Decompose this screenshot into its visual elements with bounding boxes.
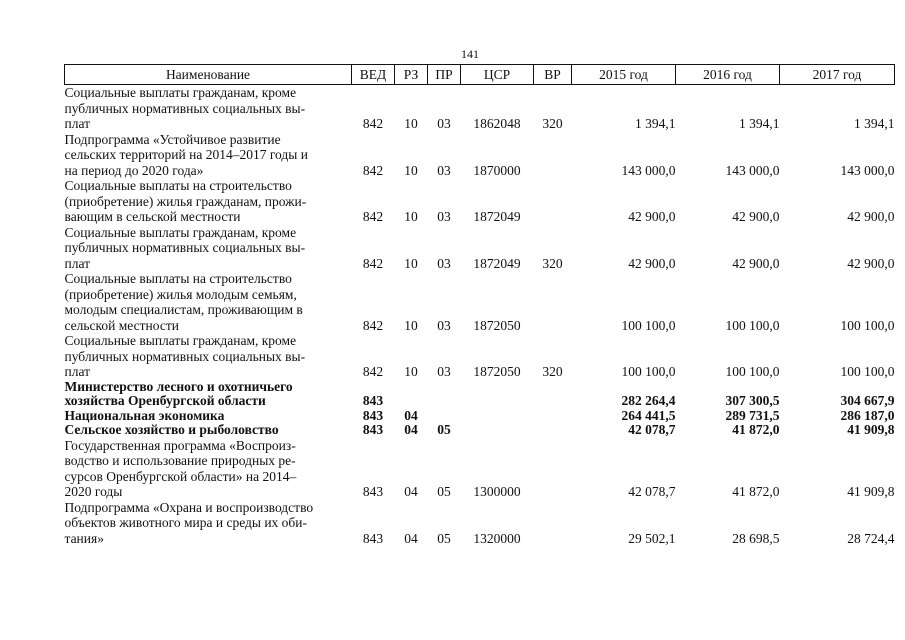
table-row xyxy=(65,438,895,500)
vr-cell xyxy=(534,500,572,547)
amount-2017: 41 909,8 xyxy=(847,422,895,437)
row-name xyxy=(65,132,352,179)
amount-2017: 100 100,0 xyxy=(840,364,895,379)
ved-cell: 842 xyxy=(362,317,384,333)
ved-cell: 843 xyxy=(362,393,384,408)
table-row xyxy=(65,423,895,438)
budget-table xyxy=(64,64,895,546)
table-body xyxy=(65,85,895,547)
rz-cell: 10 xyxy=(404,162,418,178)
amount-2015: 29 502,1 xyxy=(628,530,676,546)
amount-2017: 1 394,1 xyxy=(854,116,895,131)
amount-2016: 100 100,0 xyxy=(725,317,780,333)
csr-cell: 1870000 xyxy=(473,162,521,178)
ved-cell: 843 xyxy=(362,484,384,499)
amount-2015: 42 078,7 xyxy=(628,484,676,499)
ved-cell: 842 xyxy=(362,255,384,271)
row-name xyxy=(65,423,352,438)
row-name-line: плат xyxy=(64,255,91,271)
row-name-line: публичных нормативных социальных вы- xyxy=(64,100,306,116)
vr-cell xyxy=(534,271,572,333)
table-row xyxy=(65,380,895,409)
col-header-name: Наименование xyxy=(65,65,352,85)
table-row xyxy=(65,132,895,179)
row-name-line: сельских территорий на 2014–2017 годы и xyxy=(64,147,308,162)
row-name-line: объектов животного мира и среды их оби- xyxy=(64,515,308,530)
pr-cell xyxy=(428,409,461,424)
row-name xyxy=(65,85,352,132)
amount-2016: 28 698,5 xyxy=(732,530,780,546)
amount-2016: 41 872,0 xyxy=(732,484,780,499)
amount-2015: 42 900,0 xyxy=(628,255,676,271)
amount-2015: 100 100,0 xyxy=(621,317,676,333)
row-name-line: Подпрограмма «Охрана и воспроизводство xyxy=(64,499,314,515)
row-name-line: Социальные выплаты гражданам, кроме xyxy=(64,333,297,348)
row-name-line: (приобретение) жилья гражданам, прожи- xyxy=(64,193,307,209)
pr-cell: 03 xyxy=(437,317,451,333)
row-name-line: Сельское хозяйство и рыболовство xyxy=(64,422,279,437)
rz-cell: 04 xyxy=(404,484,418,499)
ved-cell: 843 xyxy=(362,530,384,546)
pr-cell xyxy=(428,380,461,409)
row-name-line: хозяйства Оренбургской области xyxy=(64,393,266,408)
row-name xyxy=(65,380,352,409)
row-name-line: Социальные выплаты на строительство xyxy=(64,271,292,286)
amount-2017: 41 909,8 xyxy=(847,484,895,499)
amount-2016: 307 300,5 xyxy=(725,393,780,408)
row-name-line: плат xyxy=(64,116,91,131)
rz-cell: 10 xyxy=(404,116,418,131)
row-name-line: Министерство лесного и охотничьего xyxy=(64,378,293,394)
col-header-rz: РЗ xyxy=(395,65,428,85)
amount-2017: 42 900,0 xyxy=(847,209,895,224)
ved-cell: 842 xyxy=(362,209,384,224)
table-row xyxy=(65,225,895,272)
col-header-csr: ЦСР xyxy=(461,65,534,85)
rz-cell: 10 xyxy=(404,317,418,333)
vr-cell xyxy=(534,380,572,409)
csr-cell: 1320000 xyxy=(473,530,521,546)
csr-cell: 1862048 xyxy=(473,116,521,131)
row-name-line: водство и использование природных ре- xyxy=(64,453,296,468)
pr-cell: 05 xyxy=(437,422,451,437)
csr-cell xyxy=(461,409,534,424)
table-row xyxy=(65,271,895,333)
csr-cell: 1300000 xyxy=(473,484,521,499)
row-name-line: Государственная программа «Воспроиз- xyxy=(64,437,296,453)
col-header-ved: ВЕД xyxy=(352,65,395,85)
row-name-line: вающим в сельской местности xyxy=(64,209,241,224)
row-name-line: Социальные выплаты на строительство xyxy=(64,178,292,193)
amount-2015: 100 100,0 xyxy=(621,364,676,379)
vr-cell: 320 xyxy=(542,116,563,131)
csr-cell: 1872049 xyxy=(473,255,521,271)
rz-cell: 10 xyxy=(404,209,418,224)
amount-2015: 42 900,0 xyxy=(628,209,676,224)
row-name-line: Социальные выплаты гражданам, кроме xyxy=(64,85,297,100)
amount-2016: 1 394,1 xyxy=(739,116,780,131)
pr-cell: 03 xyxy=(437,255,451,271)
row-name-line: (приобретение) жилья молодым семьям, xyxy=(64,286,297,302)
amount-2017: 42 900,0 xyxy=(847,255,895,271)
row-name xyxy=(65,333,352,380)
col-header-vr: ВР xyxy=(534,65,572,85)
amount-2016: 42 900,0 xyxy=(732,209,780,224)
row-name-line: молодым специалистам, проживающим в xyxy=(64,302,303,317)
vr-cell: 320 xyxy=(542,255,563,271)
csr-cell: 1872049 xyxy=(473,209,521,224)
row-name xyxy=(65,225,352,272)
csr-cell xyxy=(461,423,534,438)
rz-cell: 04 xyxy=(404,422,418,437)
pr-cell: 03 xyxy=(437,162,451,178)
table-row xyxy=(65,178,895,225)
table-header-row xyxy=(65,65,895,85)
pr-cell: 03 xyxy=(437,364,451,379)
csr-cell xyxy=(461,380,534,409)
col-header-2017: 2017 год xyxy=(780,65,895,85)
vr-cell xyxy=(534,438,572,500)
csr-cell: 1872050 xyxy=(473,364,521,379)
col-header-2016: 2016 год xyxy=(676,65,780,85)
rz-cell: 10 xyxy=(404,364,418,379)
row-name xyxy=(65,409,352,424)
amount-2016: 41 872,0 xyxy=(732,422,780,437)
vr-cell xyxy=(534,132,572,179)
vr-cell xyxy=(534,423,572,438)
row-name xyxy=(65,438,352,500)
amount-2016: 42 900,0 xyxy=(732,255,780,271)
row-name-line: публичных нормативных социальных вы- xyxy=(64,240,306,255)
table-row xyxy=(65,85,895,132)
table-row xyxy=(65,500,895,547)
col-header-pr: ПР xyxy=(428,65,461,85)
ved-cell: 842 xyxy=(362,364,384,379)
row-name-line: Подпрограмма «Устойчивое развитие xyxy=(64,131,281,147)
amount-2015: 1 394,1 xyxy=(635,116,676,131)
table-row xyxy=(65,409,895,424)
rz-cell: 04 xyxy=(404,407,418,423)
amount-2015: 42 078,7 xyxy=(628,422,676,437)
csr-cell: 1872050 xyxy=(473,317,521,333)
amount-2017: 286 187,0 xyxy=(840,407,895,423)
amount-2016: 143 000,0 xyxy=(725,162,780,178)
ved-cell: 843 xyxy=(362,407,384,423)
row-name xyxy=(65,500,352,547)
amount-2015: 143 000,0 xyxy=(621,162,676,178)
amount-2017: 304 667,9 xyxy=(840,393,895,408)
amount-2017: 143 000,0 xyxy=(840,162,895,178)
vr-cell xyxy=(534,409,572,424)
row-name xyxy=(65,178,352,225)
rz-cell: 10 xyxy=(404,255,418,271)
amount-2017: 28 724,4 xyxy=(847,530,895,546)
page-number: 141 xyxy=(461,47,479,61)
row-name-line: публичных нормативных социальных вы- xyxy=(64,348,306,364)
amount-2016: 289 731,5 xyxy=(725,407,780,423)
amount-2015: 282 264,4 xyxy=(621,393,676,408)
row-name-line: тания» xyxy=(64,530,104,546)
pr-cell: 05 xyxy=(437,484,451,499)
pr-cell: 05 xyxy=(437,530,451,546)
rz-cell xyxy=(395,380,428,409)
row-name-line: 2020 годы xyxy=(64,484,123,499)
pr-cell: 03 xyxy=(437,116,451,131)
ved-cell: 842 xyxy=(362,116,384,131)
row-name-line: Национальная экономика xyxy=(64,407,225,423)
row-name-line: Социальные выплаты гражданам, кроме xyxy=(64,224,297,240)
rz-cell: 04 xyxy=(404,530,418,546)
vr-cell xyxy=(534,178,572,225)
amount-2016: 100 100,0 xyxy=(725,364,780,379)
row-name-line: сурсов Оренбургской области» на 2014– xyxy=(64,468,297,484)
table-row xyxy=(65,333,895,380)
col-header-2015: 2015 год xyxy=(572,65,676,85)
row-name-line: плат xyxy=(64,364,91,379)
ved-cell: 843 xyxy=(362,422,384,437)
row-name-line: на период до 2020 года» xyxy=(64,162,204,178)
vr-cell: 320 xyxy=(542,364,563,379)
row-name-line: сельской местности xyxy=(64,317,179,333)
ved-cell: 842 xyxy=(362,162,384,178)
amount-2017: 100 100,0 xyxy=(840,317,895,333)
row-name xyxy=(65,271,352,333)
amount-2015: 264 441,5 xyxy=(621,407,676,423)
pr-cell: 03 xyxy=(437,209,451,224)
